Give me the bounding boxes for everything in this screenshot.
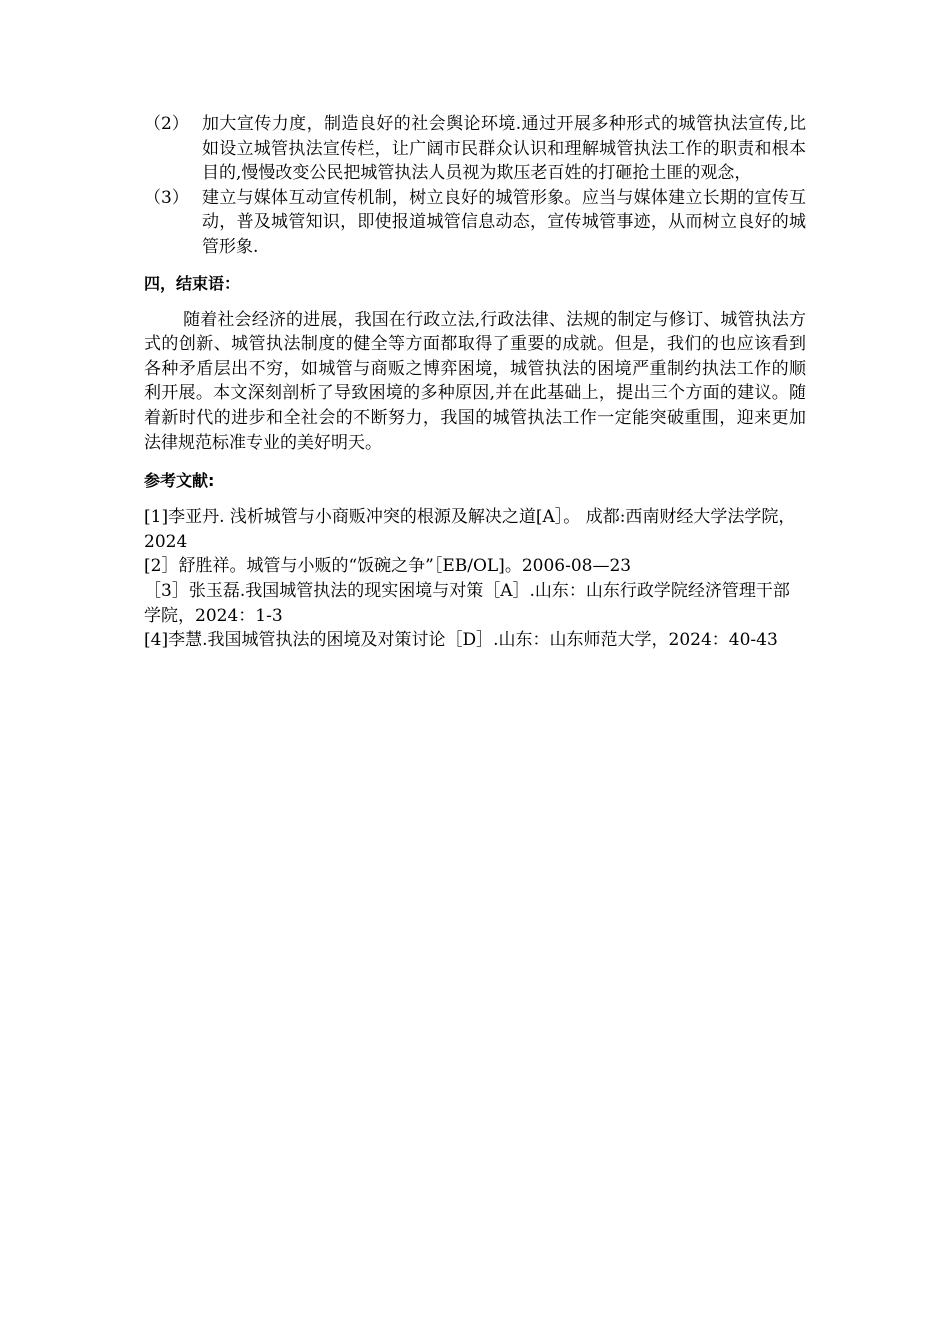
references-heading: 参考文献:	[144, 471, 215, 491]
list-number: （3）	[144, 187, 189, 208]
list-text: 加大宣传力度，制造良好的社会舆论环境.通过开展多种形式的城管执法宣传,比如设立城管执法宣传栏，让广阔市民群众认识和理解城管执法工作的职责和根本目的,慢慢改变公民把城管执法人员视为欺压老百姓的打砸抢土匪的观念，	[202, 114, 806, 184]
list-number: （2）	[144, 114, 189, 134]
reference-item-1: [1]李亚丹. 浅析城管与小商贩冲突的根源及解决之道[A］。 成都:西南财经大学法学院， 2024	[144, 507, 804, 552]
conclusion-paragraph: 随着社会经济的进展，我国在行政立法,行政法律、法规的制定与修订、城管执法方式的创新、城管执法制度的健全等方面都取得了重要的成就。但是，我们的也应该看到各种矛盾层出不穷，如城管与商贩之博弈困境，城管执法的困境严重制约执法工作的顺利开展。本文深刻剖析了导致困境的多种原因,并在此基础上，提出三个方面的建议。随着新时代的进步和全社会的不断努力，我国的城管执法工作一定能突破重围，迎来更加法律规范标准专业的美好明天。	[144, 309, 806, 453]
reference-item-3: ［3］张玉磊.我国城管执法的现实困境与对策［A］.山东：山东行政学院经济管理干部学院，2024：1-3	[144, 580, 790, 626]
reference-item-4: [4]李慧.我国城管执法的困境及对策讨论［D］.山东：山东师范大学，2024：40-43	[144, 630, 778, 651]
conclusion-heading: 四，结束语：	[144, 273, 241, 293]
list-item-2	[144, 112, 806, 186]
list-item-3	[144, 186, 806, 260]
list-text: 建立与媒体互动宣传机制，树立良好的城管形象。应当与媒体建立长期的宣传互动，普及城管知识，即使报道城管信息动态，宣传城管事迹，从而树立良好的城管形象.	[202, 187, 806, 257]
document-page	[144, 112, 806, 653]
reference-item-2: [2］舒胜祥。城管与小贩的“饭碗之争”［EB/OL]。2006-08—23	[144, 556, 632, 577]
